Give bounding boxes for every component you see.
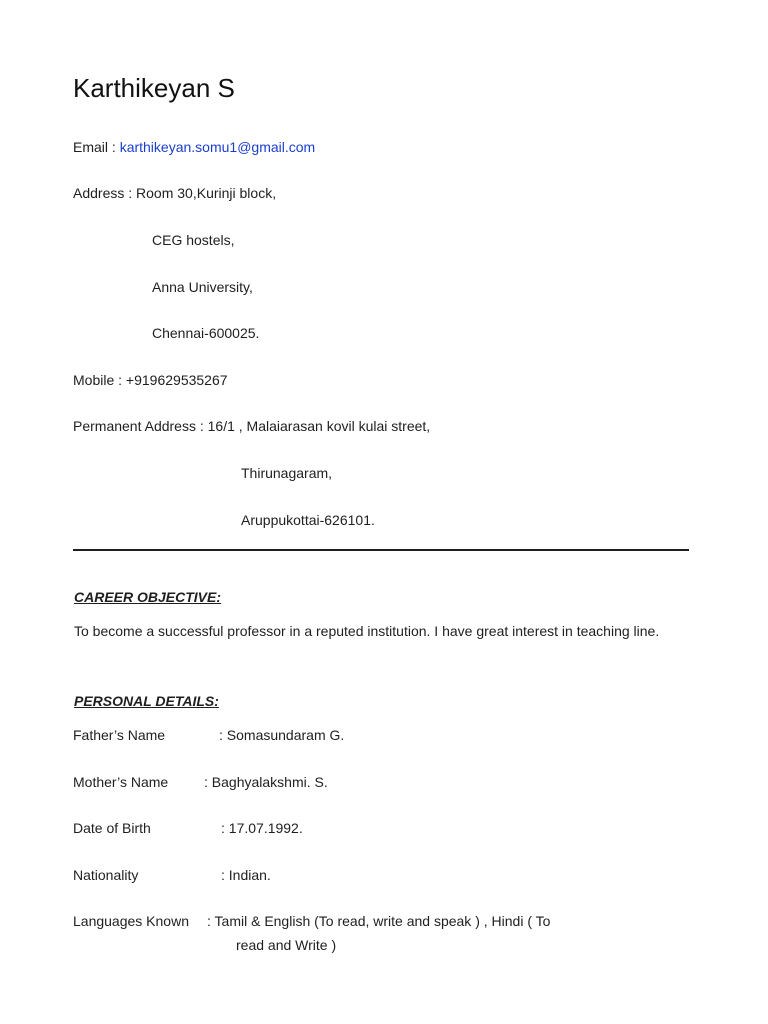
- nationality-label: Nationality: [73, 867, 139, 883]
- permanent-address-line-3: Aruppukottai-626101.: [241, 512, 375, 528]
- address-label: Address :: [73, 185, 137, 201]
- address-line-3: Anna University,: [152, 279, 253, 295]
- mobile-label: Mobile :: [73, 372, 126, 388]
- languages-value: : Tamil & English (To read, write and speak ) , Hindi ( To: [207, 913, 551, 929]
- career-objective-heading: CAREER OBJECTIVE:: [74, 589, 222, 605]
- resume-name: Karthikeyan S: [73, 73, 235, 103]
- mothers-name-label: Mother’s Name: [73, 774, 169, 790]
- languages-label: Languages Known: [73, 913, 189, 929]
- date-of-birth-label: Date of Birth: [73, 820, 151, 836]
- fathers-name-value: : Somasundaram G.: [219, 727, 345, 743]
- mothers-name-value: : Baghyalakshmi. S.: [204, 774, 328, 790]
- permanent-address-label: Permanent Address :: [73, 418, 208, 434]
- permanent-address-line-2: Thirunagaram,: [241, 465, 333, 481]
- address-text: Room 30,Kurinji block,: [136, 185, 277, 201]
- email-line: [73, 138, 315, 156]
- email-link[interactable]: karthikeyan.somu1@gmail.com: [119, 139, 316, 155]
- address-line-4: Chennai-600025.: [152, 325, 260, 341]
- mobile-line: [73, 371, 228, 389]
- horizontal-divider: [73, 549, 689, 551]
- nationality-value: : Indian.: [221, 867, 271, 883]
- email-label: Email :: [73, 139, 120, 155]
- fathers-name-label: Father’s Name: [73, 727, 166, 743]
- date-of-birth-value: : 17.07.1992.: [221, 820, 303, 836]
- personal-details-heading: PERSONAL DETAILS:: [74, 693, 219, 709]
- career-objective-text: To become a successful professor in a reputed institution. I have great interest in teaching line.: [74, 623, 660, 639]
- mobile-number: +919629535267: [125, 372, 228, 388]
- permanent-address-text: 16/1 , Malaiarasan kovil kulai street,: [207, 418, 431, 434]
- address-line-1: [73, 184, 276, 202]
- permanent-address-line-1: [73, 417, 430, 435]
- languages-value-continued: read and Write ): [236, 937, 337, 953]
- address-line-2: CEG hostels,: [152, 232, 235, 248]
